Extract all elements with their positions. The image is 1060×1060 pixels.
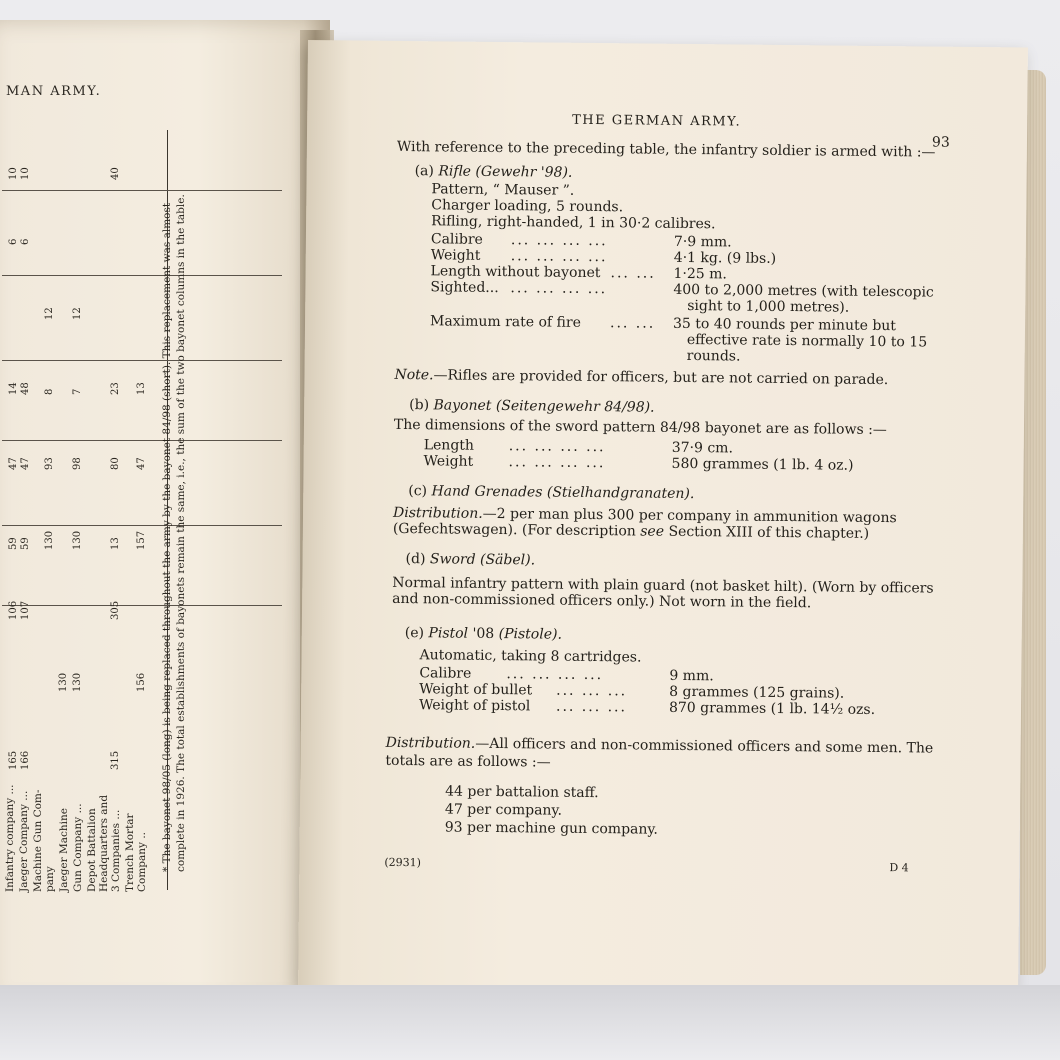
distribution-item: 93 per machine gun company. <box>444 819 659 838</box>
heading-label: (c) <box>408 483 428 500</box>
note-text: —Rifles are provided for officers, but are not carried on parade. <box>433 367 889 389</box>
row-label: pany <box>44 866 56 892</box>
grenades-text: —2 per man plus 300 per company in ammunition wagons <box>482 505 897 527</box>
heading-name: Hand Grenades <box>431 483 543 501</box>
table-row-divider <box>2 440 282 441</box>
heading-german: (Seitengewehr 84/98). <box>495 397 655 416</box>
table-row-divider <box>2 605 282 606</box>
table-cell: 47 <box>8 457 19 470</box>
pistol-heading <box>405 625 562 643</box>
table-cell: 80 <box>110 457 121 470</box>
spec-label: Length without bayonet <box>430 263 601 282</box>
spec-leader: ... ... ... ... <box>506 666 604 684</box>
spec-value: 1·25 m. <box>673 265 728 283</box>
spec-leader: ... ... ... ... <box>510 232 608 250</box>
table-row-divider <box>2 525 282 526</box>
spec-value: 37·9 cm. <box>671 439 734 457</box>
grenades-text: (Gefechtswagen). (For description <box>392 520 641 540</box>
table-row-divider <box>2 275 282 276</box>
heading-name: Pistol <box>428 625 469 642</box>
distribution-label: Distribution. <box>392 504 483 522</box>
table-cell: 10 <box>20 167 31 180</box>
table-cell: 6 <box>20 238 31 245</box>
distribution-item: 47 per company. <box>444 801 563 819</box>
heading-name: Bayonet <box>433 397 492 414</box>
rotated-table <box>2 130 302 890</box>
row-label: Jaeger Machine <box>58 808 70 892</box>
table-cell: 40 <box>110 167 121 180</box>
table-cell: 13 <box>136 382 147 395</box>
distribution-label: Distribution. <box>385 734 476 752</box>
heading-year: '08 <box>472 625 495 642</box>
row-label: Headquarters and <box>98 794 110 892</box>
table-cell: 130 <box>44 530 55 550</box>
bayonet-heading <box>409 397 655 416</box>
signature-mark: D 4 <box>889 861 909 875</box>
spec-leader: ... ... ... ... <box>508 438 606 456</box>
rifle-heading <box>415 163 573 181</box>
rifle-line: Charger loading, 5 rounds. <box>431 197 624 216</box>
bayonet-intro: The dimensions of the sword pattern 84/98 bayonet are as follows :— <box>393 416 887 439</box>
table-cell: 8 <box>44 388 55 395</box>
spec-value: 8 grammes (125 grains). <box>669 683 845 702</box>
spec-leader: ... ... ... ... <box>510 248 608 266</box>
distribution-item: 44 per battalion staff. <box>445 783 599 802</box>
spec-leader: ... ... ... ... <box>510 280 608 298</box>
spec-label: Calibre <box>419 665 472 682</box>
left-running-head: MAN ARMY. <box>6 84 102 99</box>
note-label: Note. <box>394 366 434 384</box>
table-cell: 107 <box>20 600 31 620</box>
spec-value: sight to 1,000 metres). <box>687 297 850 316</box>
distribution-line: totals are as follows :— <box>385 752 551 771</box>
grenades-heading <box>408 483 694 502</box>
heading-label: (e) <box>404 625 425 642</box>
table-cell: 47 <box>20 457 31 470</box>
spec-value: 35 to 40 rounds per minute but <box>672 315 897 335</box>
spec-value: rounds. <box>686 347 741 365</box>
sword-heading <box>405 551 535 568</box>
spec-leader: ... ... <box>610 265 656 282</box>
table-cell: 130 <box>58 672 69 692</box>
table-cell: 59 <box>8 537 19 550</box>
table-cell: 47 <box>136 457 147 470</box>
rifle-note <box>394 367 888 388</box>
heading-name: Rifle <box>438 163 472 180</box>
table-cell: 10 <box>8 167 19 180</box>
heading-label: (d) <box>405 551 426 568</box>
spec-value: 7·9 mm. <box>673 233 732 251</box>
table-cell: 12 <box>72 307 83 320</box>
table-cell: 165 <box>8 750 19 770</box>
left-page <box>0 20 330 1005</box>
table-cell: 6 <box>8 238 19 245</box>
spec-leader: ... ... <box>609 315 656 332</box>
spec-value: 400 to 2,000 metres (with telescopic <box>673 281 934 301</box>
row-label: Machine Gun Com- <box>32 789 44 892</box>
table-row-divider <box>2 360 282 361</box>
spec-label: Weight of pistol <box>418 697 531 715</box>
spec-label: Length <box>423 437 475 454</box>
right-page <box>298 40 1028 992</box>
pistol-line: Automatic, taking 8 cartridges. <box>419 647 642 666</box>
spec-label: Calibre <box>430 231 483 248</box>
spec-leader: ... ... ... <box>555 698 628 716</box>
row-label: Trench Mortar <box>124 813 136 892</box>
table-cell: 48 <box>20 382 31 395</box>
table-cell: 12 <box>44 307 55 320</box>
spec-value: effective rate is normally 10 to 15 <box>686 331 928 351</box>
printer-code: (2931) <box>384 855 422 870</box>
page-number: 93 <box>931 134 950 151</box>
table-cell: 23 <box>110 382 121 395</box>
spec-label: Weight <box>430 247 481 264</box>
table-cell: 166 <box>20 750 31 770</box>
footnote: * The bayonet 98/05 (long) is being replaced throughout the army by the bayonet 84/98 (short). This replacement was almost complete in 1926. The total establishments of bayonets remain the same, i.e., the sum of the two bayonet columns in the table. <box>161 194 187 872</box>
table-cell: 59 <box>20 537 31 550</box>
heading-german: (Gewehr '98). <box>475 163 573 181</box>
heading-german: (Stielhandgranaten). <box>546 484 695 503</box>
spec-value: 4·1 kg. (9 lbs.) <box>673 249 777 267</box>
table-cell: 130 <box>72 530 83 550</box>
heading-label: (b) <box>409 397 430 414</box>
spec-label: Sighted... <box>430 279 499 297</box>
spec-leader: ... ... ... ... <box>508 454 606 472</box>
running-head: THE GERMAN ARMY. <box>572 112 742 130</box>
spec-leader: ... ... ... <box>556 682 628 700</box>
table-cell: 315 <box>110 750 121 770</box>
row-label: Infantry company ... <box>4 784 16 892</box>
spec-value: 580 grammes (1 lb. 4 oz.) <box>671 455 854 474</box>
table-cell: 98 <box>72 457 83 470</box>
intro-text: With reference to the preceding table, the infantry soldier is armed with :— <box>396 138 936 161</box>
heading-name: Sword <box>429 551 476 568</box>
grenades-text: Section XIII of this chapter.) <box>663 523 870 542</box>
table-cell: 130 <box>72 672 83 692</box>
row-label: Gun Company ... <box>72 803 84 892</box>
table-cell: 106 <box>8 600 19 620</box>
sword-line: Normal infantry pattern with plain guard (not basket hilt). (Worn by officers <box>392 574 934 597</box>
sword-line: and non-commissioned officers only.) Not worn in the field. <box>392 590 812 612</box>
table-row-divider <box>2 190 282 191</box>
row-label: Depot Battalion <box>86 808 98 892</box>
table-cell: 157 <box>136 530 147 550</box>
spec-label: Weight <box>423 453 474 470</box>
heading-german: (Pistole). <box>498 626 563 643</box>
table-cell: 14 <box>8 382 19 395</box>
distribution-text: —All officers and non-commissioned officers and some men. The <box>475 735 934 757</box>
rifle-line: Rifling, right-handed, 1 in 30·2 calibres. <box>431 213 716 233</box>
table-cell: 305 <box>110 600 121 620</box>
table-cell: 156 <box>136 672 147 692</box>
spec-label: Weight of bullet <box>419 681 533 699</box>
row-label: Jaeger Company ... <box>18 790 30 892</box>
table-cell: 13 <box>110 537 121 550</box>
table-cell: 7 <box>72 388 83 395</box>
spec-value: 9 mm. <box>669 667 714 685</box>
rifle-line: Pattern, “ Mauser ”. <box>431 181 575 199</box>
table-surface <box>0 985 1060 1060</box>
heading-label: (a) <box>414 163 434 180</box>
spec-label: Maximum rate of fire <box>429 313 581 331</box>
row-label: 3 Companies ... <box>110 809 122 892</box>
see-word: see <box>640 523 665 540</box>
spec-value: 870 grammes (1 lb. 14½ ozs. <box>668 699 876 718</box>
table-cell: 93 <box>44 457 55 470</box>
row-label: Company .. <box>136 831 148 892</box>
heading-german: (Säbel). <box>479 551 536 569</box>
